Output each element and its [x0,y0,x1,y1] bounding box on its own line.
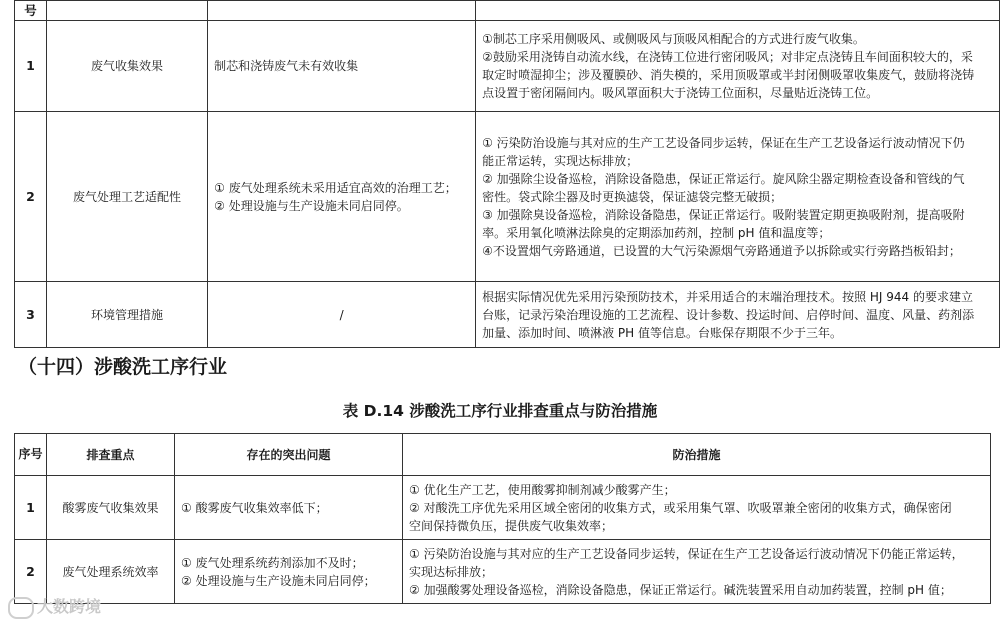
header-no: 号 [15,1,47,21]
table-header-row [15,434,991,476]
problem-line: ② 处理设施与生产设施未同启同停。 [214,198,409,213]
measure-line: ② 加强酸雾处理设备巡检，消除设备隐患，保证正常运行。碱洗装置采用自动加药装置，控制 pH 值； [409,582,952,597]
measure-line: ② 对酸洗工序优先采用区域全密闭的收集方式，或采用集气罩、吹吸罩兼全密闭的收集方式，确保密闭 [409,500,952,515]
measures-cell [476,282,1000,348]
problem-line: ① 酸雾废气收集效率低下； [181,500,328,515]
measure-line: ② 加强除尘设备巡检，消除设备隐患，保证正常运行。旋风除尘器定期检查设备和管线的气 [482,171,965,186]
measure-line: ① 污染防治设施与其对应的生产工艺设备同步运转，保证在生产工艺设备运行波动情况下仍 [482,135,965,150]
watermark-text: 大数跨境 [37,597,102,616]
measure-line: 取定时喷湿抑尘；涉及覆膜砂、消失模的，采用顶吸罩或半封闭侧吸罩收集废气，鼓励将浇铸 [482,68,975,82]
problem-line: ① 废气处理系统未采用适宜高效的治理工艺； [214,180,457,195]
table-header-row [15,1,1000,21]
measures-cell [403,540,991,604]
measure-line: 根据实际情况优先采用污染预防技术，并采用适合的末端治理技术。按照 HJ 944 的要求建立 [482,289,974,304]
measures-table-previous [14,0,1000,348]
problem-cell [208,282,476,348]
table-row [15,476,991,540]
check-key: 环境管理措施 [46,282,207,348]
row-number: 3 [15,282,47,348]
measure-line: 台账，记录污染治理设施的工艺流程、设计参数、投运时间、启停时间、温度、风量、药剂添 [482,307,975,322]
measure-line: 实现达标排放； [409,564,494,579]
table-caption: 表 D.14 涉酸洗工序行业排查重点与防治措施 [342,402,658,420]
measure-line: 加量、添加时间、喷淋液 PH 值等信息。台账保存期限不少于三年。 [482,325,842,340]
measure-line: ③ 加强除臭设备巡检，消除设备隐患，保证正常运行。吸附装置定期更换吸附剂，提高吸附 [482,207,965,222]
header-no: 序号 [15,434,47,476]
measure-line: 能正常运转，实现达标排放； [482,153,639,168]
row-number: 1 [15,21,47,112]
problem-cell [175,476,403,540]
table-row [15,112,1000,282]
header-measures: 防治措施 [403,434,991,476]
table-row [15,282,1000,348]
measure-line: ②鼓励采用浇铸自动流水线，在浇铸工位进行密闭吸风；对非定点浇铸且车间面积较大的，采 [482,50,973,64]
problem-line: 制芯和浇铸废气未有效收集 [214,59,359,73]
problem-cell [175,540,403,604]
measures-cell [476,112,1000,282]
row-number: 1 [15,476,47,540]
measures-cell [476,21,1000,112]
check-key: 废气处理系统效率 [47,540,175,604]
measure-line: ① 优化生产工艺，使用酸雾抑制剂减少酸雾产生； [409,482,676,497]
check-key: 废气收集效果 [46,21,207,112]
acid-pickling-measures-table [14,433,991,604]
table-row [15,540,991,604]
problem-cell [208,21,476,112]
check-key: 废气处理工艺适配性 [46,112,207,282]
problem-line: / [339,307,344,322]
check-key: 酸雾废气收集效果 [47,476,175,540]
row-number: 2 [15,540,47,604]
problem-line: ② 处理设施与生产设施未同启同停； [181,573,376,588]
measure-line: ①制芯工序采用侧吸风、或侧吸风与顶吸风相配合的方式进行废气收集。 [482,32,865,46]
table-row [15,21,1000,112]
measure-line: 点设置于密闭隔间内。吸风罩面积大于浇铸工位面积，尽量贴近浇铸工位。 [482,86,879,100]
header-problem: 存在的突出问题 [175,434,403,476]
measure-line: 空间保持微负压，提供废气收集效率； [409,518,614,533]
header-check-key: 排查重点 [47,434,175,476]
measures-cell [403,476,991,540]
measure-line: ① 污染防治设施与其对应的生产工艺设备同步运转，保证在生产工艺设备运行波动情况下仍能正常运转， [409,546,964,561]
watermark [8,594,101,619]
problem-cell [208,112,476,282]
measure-line: ④不设置烟气旁路通道，已设置的大气污染源烟气旁路通道予以拆除或实行旁路挡板铅封； [482,243,961,258]
section-title: （十四）涉酸洗工序行业 [18,356,228,378]
problem-line: ① 废气处理系统药剂添加不及时； [181,555,364,570]
measure-line: 密性。袋式除尘器及时更换滤袋，保证滤袋完整无破损； [482,189,783,204]
row-number: 2 [15,112,47,282]
measure-line: 率。采用氧化喷淋法除臭的定期添加药剂，控制 pH 值和温度等； [482,225,831,240]
chat-bubble-icon [8,597,34,619]
